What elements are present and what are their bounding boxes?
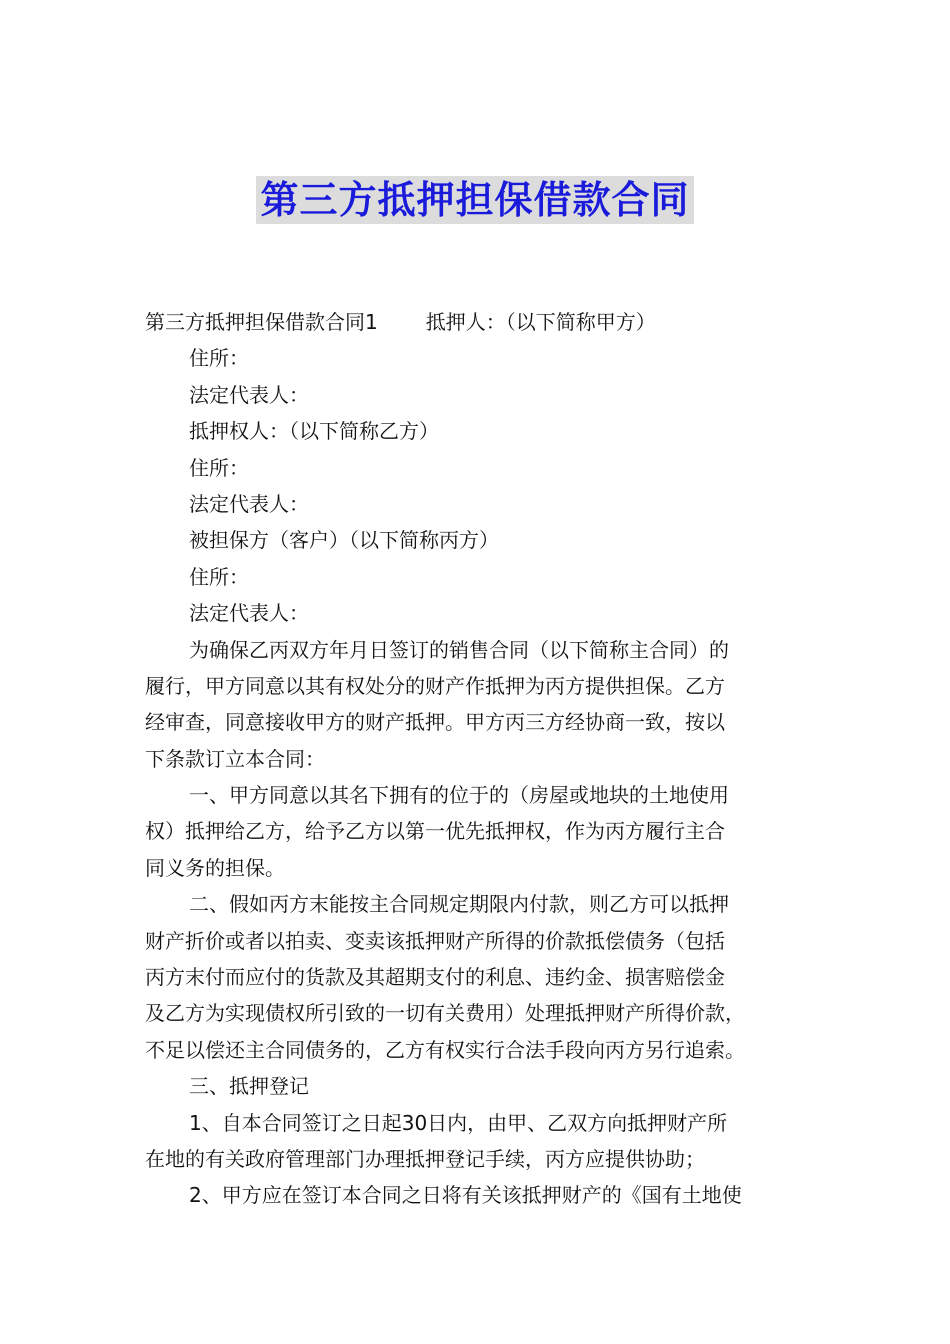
paragraph-line: 财产折价或者以拍卖、变卖该抵押财产所得的价款抵偿债务（包括 — [145, 928, 725, 953]
paragraph-line: 为确保乙丙双方年月日签订的销售合同（以下简称主合同）的 — [189, 637, 729, 662]
paragraph-line: 及乙方为实现债权所引致的一切有关费用）处理抵押财产所得价款， — [145, 1001, 745, 1026]
title-container — [0, 176, 950, 224]
first-line — [145, 304, 813, 340]
contract-heading-1: 第三方抵押担保借款合同1 — [145, 310, 378, 334]
paragraph-line: 丙方末付而应付的货款及其超期支付的利息、违约金、损害赔偿金 — [145, 965, 725, 990]
paragraph-line: 权）抵押给乙方，给予乙方以第一优先抵押权，作为丙方履行主合 — [145, 819, 725, 844]
text-line: 被担保方（客户）（以下简称丙方） — [189, 528, 499, 553]
text-line: 抵押权人：（以下简称乙方） — [189, 419, 439, 444]
paragraph-line: 经审查，同意接收甲方的财产抵押。甲方丙三方经协商一致，按以 — [145, 710, 725, 735]
text-line: 法定代表人： — [189, 491, 309, 516]
paragraph-line: 下条款订立本合同： — [145, 746, 325, 771]
section-heading: 三、抵押登记 — [189, 1074, 309, 1099]
paragraph-line: 不足以偿还主合同债务的，乙方有权实行合法手段向丙方另行追索。 — [145, 1037, 745, 1062]
text-line: 法定代表人： — [189, 601, 309, 626]
text-line: 法定代表人： — [189, 382, 309, 407]
paragraph-line: 履行，甲方同意以其有权处分的财产作抵押为丙方提供担保。乙方 — [145, 673, 725, 698]
paragraph-line: 一、甲方同意以其名下拥有的位于的（房屋或地块的土地使用 — [189, 783, 729, 808]
document-body — [145, 304, 813, 1214]
paragraph-line: 同义务的担保。 — [145, 855, 285, 880]
text-line: 住所： — [189, 564, 249, 589]
mortgagor-label: 抵押人：（以下简称甲方） — [425, 310, 656, 334]
paragraph-line: 2、甲方应在签订本合同之日将有关该抵押财产的《国有土地使 — [189, 1183, 742, 1208]
text-line: 住所： — [189, 346, 249, 371]
text-line: 住所： — [189, 455, 249, 480]
document-title: 第三方抵押担保借款合同 — [256, 176, 693, 224]
paragraph-line: 在地的有关政府管理部门办理抵押登记手续，丙方应提供协助； — [145, 1146, 705, 1171]
paragraph-line: 二、假如丙方末能按主合同规定期限内付款，则乙方可以抵押 — [189, 892, 729, 917]
paragraph-line: 1、自本合同签订之日起30日内，由甲、乙双方向抵押财产所 — [189, 1110, 728, 1135]
